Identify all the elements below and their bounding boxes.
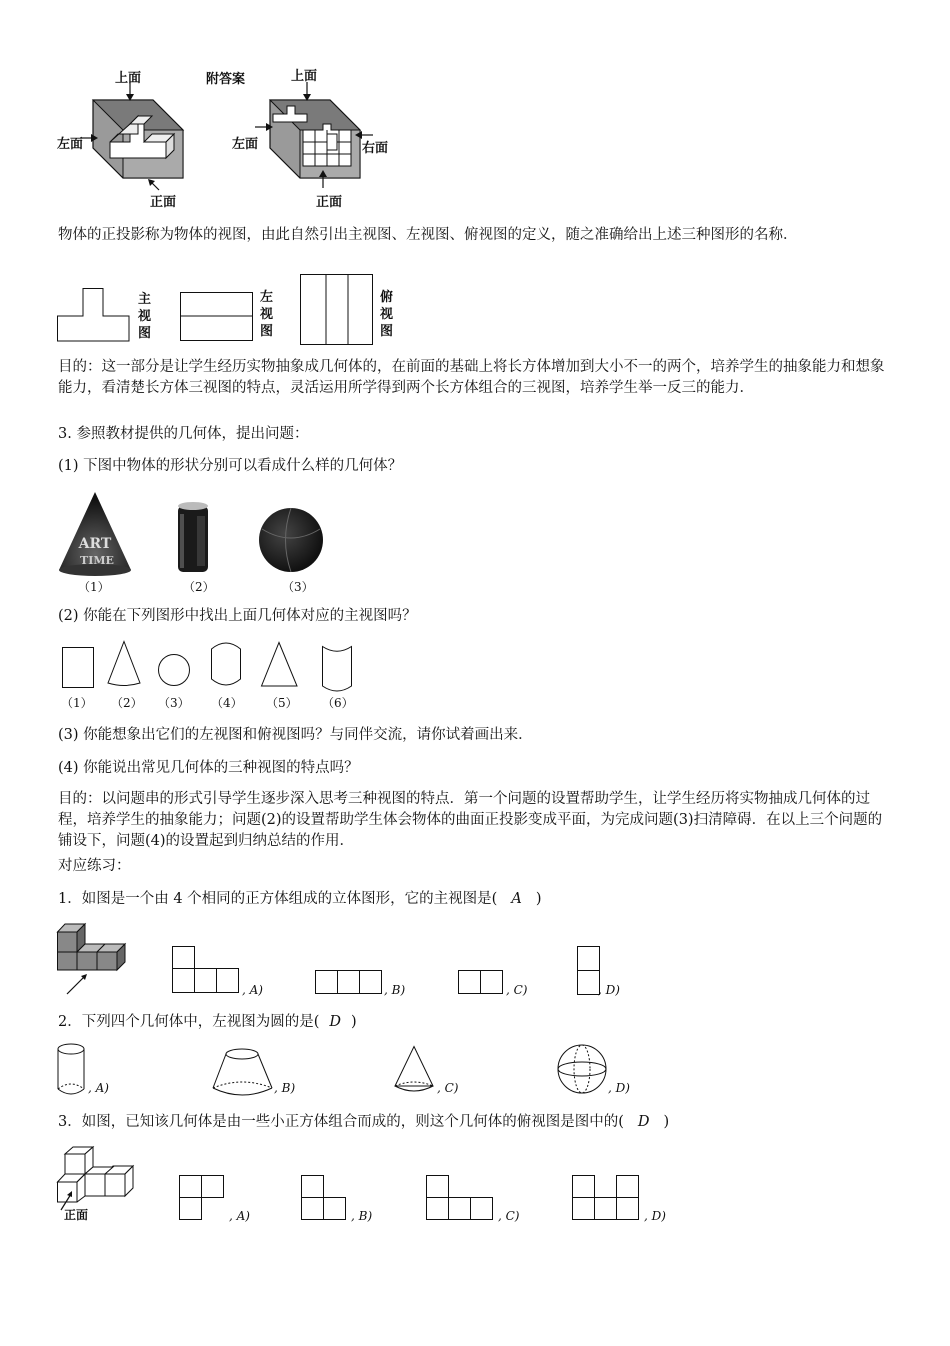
- photo-caption-2: （2）: [183, 580, 215, 594]
- label-top-face-answer: 上面: [291, 69, 318, 84]
- exercise-1-option-a-label: , A): [242, 983, 263, 997]
- exercise-2-cone: [393, 1046, 453, 1106]
- label-top-face: 上面: [115, 71, 142, 86]
- exercise-3-option-d-label: , D): [644, 1209, 666, 1223]
- exercise-1-option-b-label: , B): [384, 983, 406, 997]
- exercise-3-option-b-label: , B): [351, 1209, 373, 1223]
- exercise-1-question: 1．如图是一个由 4 个相同的正方体组成的立体图形，它的主视图是( A ): [58, 891, 542, 907]
- shape-caption-4: （4）: [211, 696, 243, 710]
- exercise-2-sphere: [557, 1044, 617, 1104]
- exercise-2-option-c-label: , C): [437, 1081, 459, 1095]
- label-left-face-answer: 左面: [232, 137, 259, 152]
- question-3: (3) 你能想象出它们的左视图和俯视图吗？与同伴交流，请你试着画出来．: [58, 727, 533, 743]
- exercise-1-answer: A: [511, 891, 522, 907]
- exercise-3-front-label: 正面: [64, 1208, 89, 1222]
- soda-can-photo: [175, 500, 215, 580]
- exercise-1-option-d-label: , D): [598, 983, 620, 997]
- exercise-3-option-b: [301, 1175, 361, 1235]
- shape-rectangle: [62, 647, 102, 697]
- shape-concave-cylinder: [322, 646, 362, 696]
- main-view-shape: [57, 288, 137, 342]
- shape-circle: [158, 654, 198, 694]
- left-box-model: [88, 90, 288, 230]
- section-3-title: 3. 参照教材提供的几何体，提出问题：: [58, 426, 309, 442]
- label-front-face: 正面: [150, 195, 177, 210]
- right-box-model: [265, 90, 465, 230]
- shape-rounded-capsule: [211, 641, 251, 691]
- exercise-1-option-a: [172, 946, 252, 1006]
- party-hat-photo: [55, 492, 135, 577]
- exercise-1-option-b: [315, 970, 395, 1000]
- practice-title: 对应练习：: [58, 858, 131, 874]
- exercise-3-option-d: [572, 1175, 652, 1235]
- exercise-2-answer: D: [329, 1014, 342, 1030]
- shape-caption-2: （2）: [111, 696, 143, 710]
- exercise-2-option-d-label: , D): [608, 1081, 630, 1095]
- exercise-2-question: 2．下列四个几何体中，左视图为圆的是( D ): [58, 1014, 357, 1030]
- shape-triangle: [261, 642, 301, 692]
- exercise-2-option-a-label: , A): [88, 1081, 109, 1095]
- arrow-front-right: [318, 170, 328, 190]
- top-view-shape: [300, 274, 380, 346]
- question-4: (4) 你能说出常见几何体的三种视图的特点吗？: [58, 760, 359, 776]
- hat-text-time: TIME: [80, 554, 114, 567]
- shape-caption-1: （1）: [61, 696, 93, 710]
- label-right-face-answer: 右面: [362, 141, 389, 156]
- exercise-3-option-a-label: , A): [229, 1209, 250, 1223]
- photo-caption-3: （3）: [282, 580, 314, 594]
- answer-title: 附答案: [206, 72, 246, 87]
- exercise-2-option-b-label: , B): [274, 1081, 296, 1095]
- exercise-3-option-c-label: , C): [498, 1209, 520, 1223]
- question-1: (1) 下图中物体的形状分别可以看成什么样的几何体？: [58, 458, 403, 474]
- shape-caption-3: （3）: [158, 696, 190, 710]
- left-view-label: 左视图: [260, 290, 274, 339]
- left-view-shape: [180, 292, 260, 346]
- photo-caption-1: （1）: [78, 580, 110, 594]
- shape-cone-arc: [106, 641, 146, 691]
- exercise-3-question: 3．如图，已知该几何体是由一些小正方体组合而成的，则这个几何体的俯视图是图中的( D ): [58, 1114, 670, 1130]
- exercise-1-option-d: [577, 946, 607, 1006]
- exercise-3-answer: D: [637, 1114, 650, 1130]
- arrow-top-right: [302, 82, 312, 102]
- exercise-1-option-c-label: , C): [506, 983, 528, 997]
- label-front-face-answer: 正面: [316, 195, 343, 210]
- shape-caption-6: （6）: [322, 696, 354, 710]
- exercise-1-solid: [57, 922, 137, 1002]
- purpose-paragraph-2: 目的：以问题串的形式引导学生逐步深入思考三种视图的特点．第一个问题的设置帮助学生，让学生经历将实物抽成几何体的过程，培养学生的抽象能力；问题(2)的设置帮助学生体会物体的曲面正投影变成平面，为完成问题(3)扫清障碍．在以上三个问题的铺设下，问题(4)的设置起到归纳总结的作用．: [58, 791, 883, 849]
- question-2: (2) 你能在下列图形中找出上面几何体对应的主视图吗？: [58, 608, 417, 624]
- label-left-face: 左面: [57, 137, 84, 152]
- basketball-photo: [258, 507, 328, 577]
- exercise-2-frustum: [212, 1048, 292, 1108]
- exercise-3-option-c: [426, 1175, 506, 1235]
- exercise-3-option-a: [179, 1175, 239, 1235]
- top-view-label: 俯视图: [380, 290, 394, 339]
- purpose-paragraph-1: 目的：这一部分是让学生经历实物抽象成几何体的，在前面的基础上将长方体增加到大小不一的两个，培养学生的抽象能力和想象能力，看清楚长方体三视图的特点，灵活运用所学得到两个长方体组合的三视图，培养学生举一反三的能力．: [58, 359, 885, 396]
- shape-caption-5: （5）: [266, 696, 298, 710]
- main-view-label: 主视图: [138, 292, 152, 341]
- hat-text-art: ART: [78, 536, 112, 552]
- intro-paragraph: 物体的正投影称为物体的视图，由此自然引出主视图、左视图、俯视图的定义，随之准确给出上述三种图形的名称．: [58, 227, 798, 243]
- arrow-left-right: [255, 122, 275, 132]
